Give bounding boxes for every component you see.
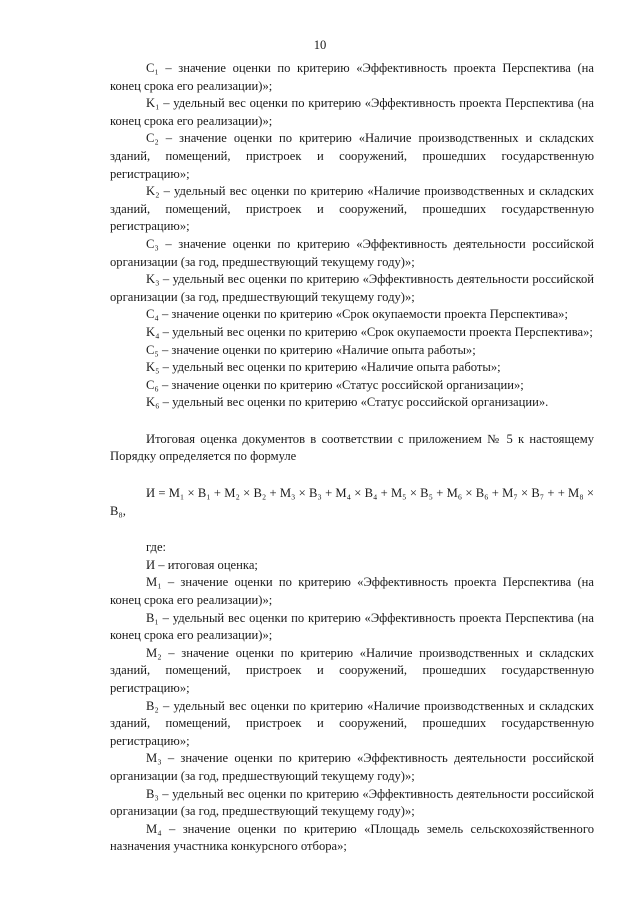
definition-k3: K₃ – удельный вес оценки по критерию «Эффективность деятельности российской организации (за год, предшествующий текущему году)»; — [110, 272, 594, 304]
definition-k2: K₂ – удельный вес оценки по критерию «Наличие производственных и складских зданий, помещений, пристроек и сооружений, прошедших государственную регистрацию»; — [110, 184, 594, 234]
where-label: где: — [146, 540, 167, 555]
definition-k6: K₆ – удельный вес оценки по критерию «Статус российской организации». — [146, 395, 549, 410]
spacer — [110, 412, 594, 431]
definition-k5: K₅ – удельный вес оценки по критерию «Наличие опыта работы»; — [146, 360, 501, 375]
definition-m3: M₃ – значение оценки по критерию «Эффективность деятельности российской организации (за год, предшествующий текущему году)»; — [110, 751, 594, 783]
definition-c6: C₆ – значение оценки по критерию «Статус российской организации»; — [146, 377, 524, 392]
definition-c1: C₁ – значение оценки по критерию «Эффективность проекта Перспектива (на конец срока его реализации)»; — [110, 61, 594, 93]
definition-c5: C₅ – значение оценки по критерию «Наличие опыта работы»; — [146, 342, 476, 357]
spacer — [110, 466, 594, 485]
definition-b2: B₂ – удельный вес оценки по критерию «Наличие производственных и складских зданий, помещений, пристроек и сооружений, прошедших государственную регистрацию»; — [110, 698, 594, 748]
definition-k4: K₄ – удельный вес оценки по критерию «Срок окупаемости проекта Перспектива»; — [146, 324, 593, 339]
definition-k1: K₁ – удельный вес оценки по критерию «Эффективность проекта Перспектива (на конец срока его реализации)»; — [110, 96, 594, 128]
definition-m1: M₁ – значение оценки по критерию «Эффективность проекта Перспектива (на конец срока его реализации)»; — [110, 575, 594, 608]
formula-intro: Итоговая оценка документов в соответствии с приложением № 5 к настоящему Порядку определяется по формуле — [110, 431, 594, 464]
document-body — [110, 60, 594, 856]
definition-c3: C₃ – значение оценки по критерию «Эффективность деятельности российской организации (за год, предшествующий текущему году)»; — [110, 236, 594, 269]
definition-c4: C₄ – значение оценки по критерию «Срок окупаемости проекта Перспектива»; — [146, 307, 568, 322]
definition-i: И – итоговая оценка; — [146, 557, 258, 572]
definition-c2: C₂ – значение оценки по критерию «Наличие производственных и складских зданий, помещений, пристроек и сооружений, прошедших государственную регистрацию»; — [110, 131, 594, 181]
definition-b3: B₃ – удельный вес оценки по критерию «Эффективность деятельности российской организации (за год, предшествующий текущему году)»; — [110, 786, 594, 819]
page-number: 10 — [313, 38, 327, 52]
definition-b1: B₁ – удельный вес оценки по критерию «Эффективность проекта Перспектива (на конец срока его реализации)»; — [110, 610, 594, 643]
definition-m2: M₂ – значение оценки по критерию «Наличие производственных и складских зданий, помещений, пристроек и сооружений, прошедших государственную регистрацию»; — [110, 645, 594, 695]
definition-m4: M₄ – значение оценки по критерию «Площадь земель сельскохозяйственного назначения участника конкурсного отбора»; — [110, 821, 594, 854]
formula: И = M₁ × B₁ + M₂ × B₂ + M₃ × B₃ + M₄ × B₄ + M₅ × B₅ + M₆ × B₆ + M₇ × B₇ + + M₈ × B₈, — [110, 486, 594, 518]
spacer — [110, 520, 594, 539]
